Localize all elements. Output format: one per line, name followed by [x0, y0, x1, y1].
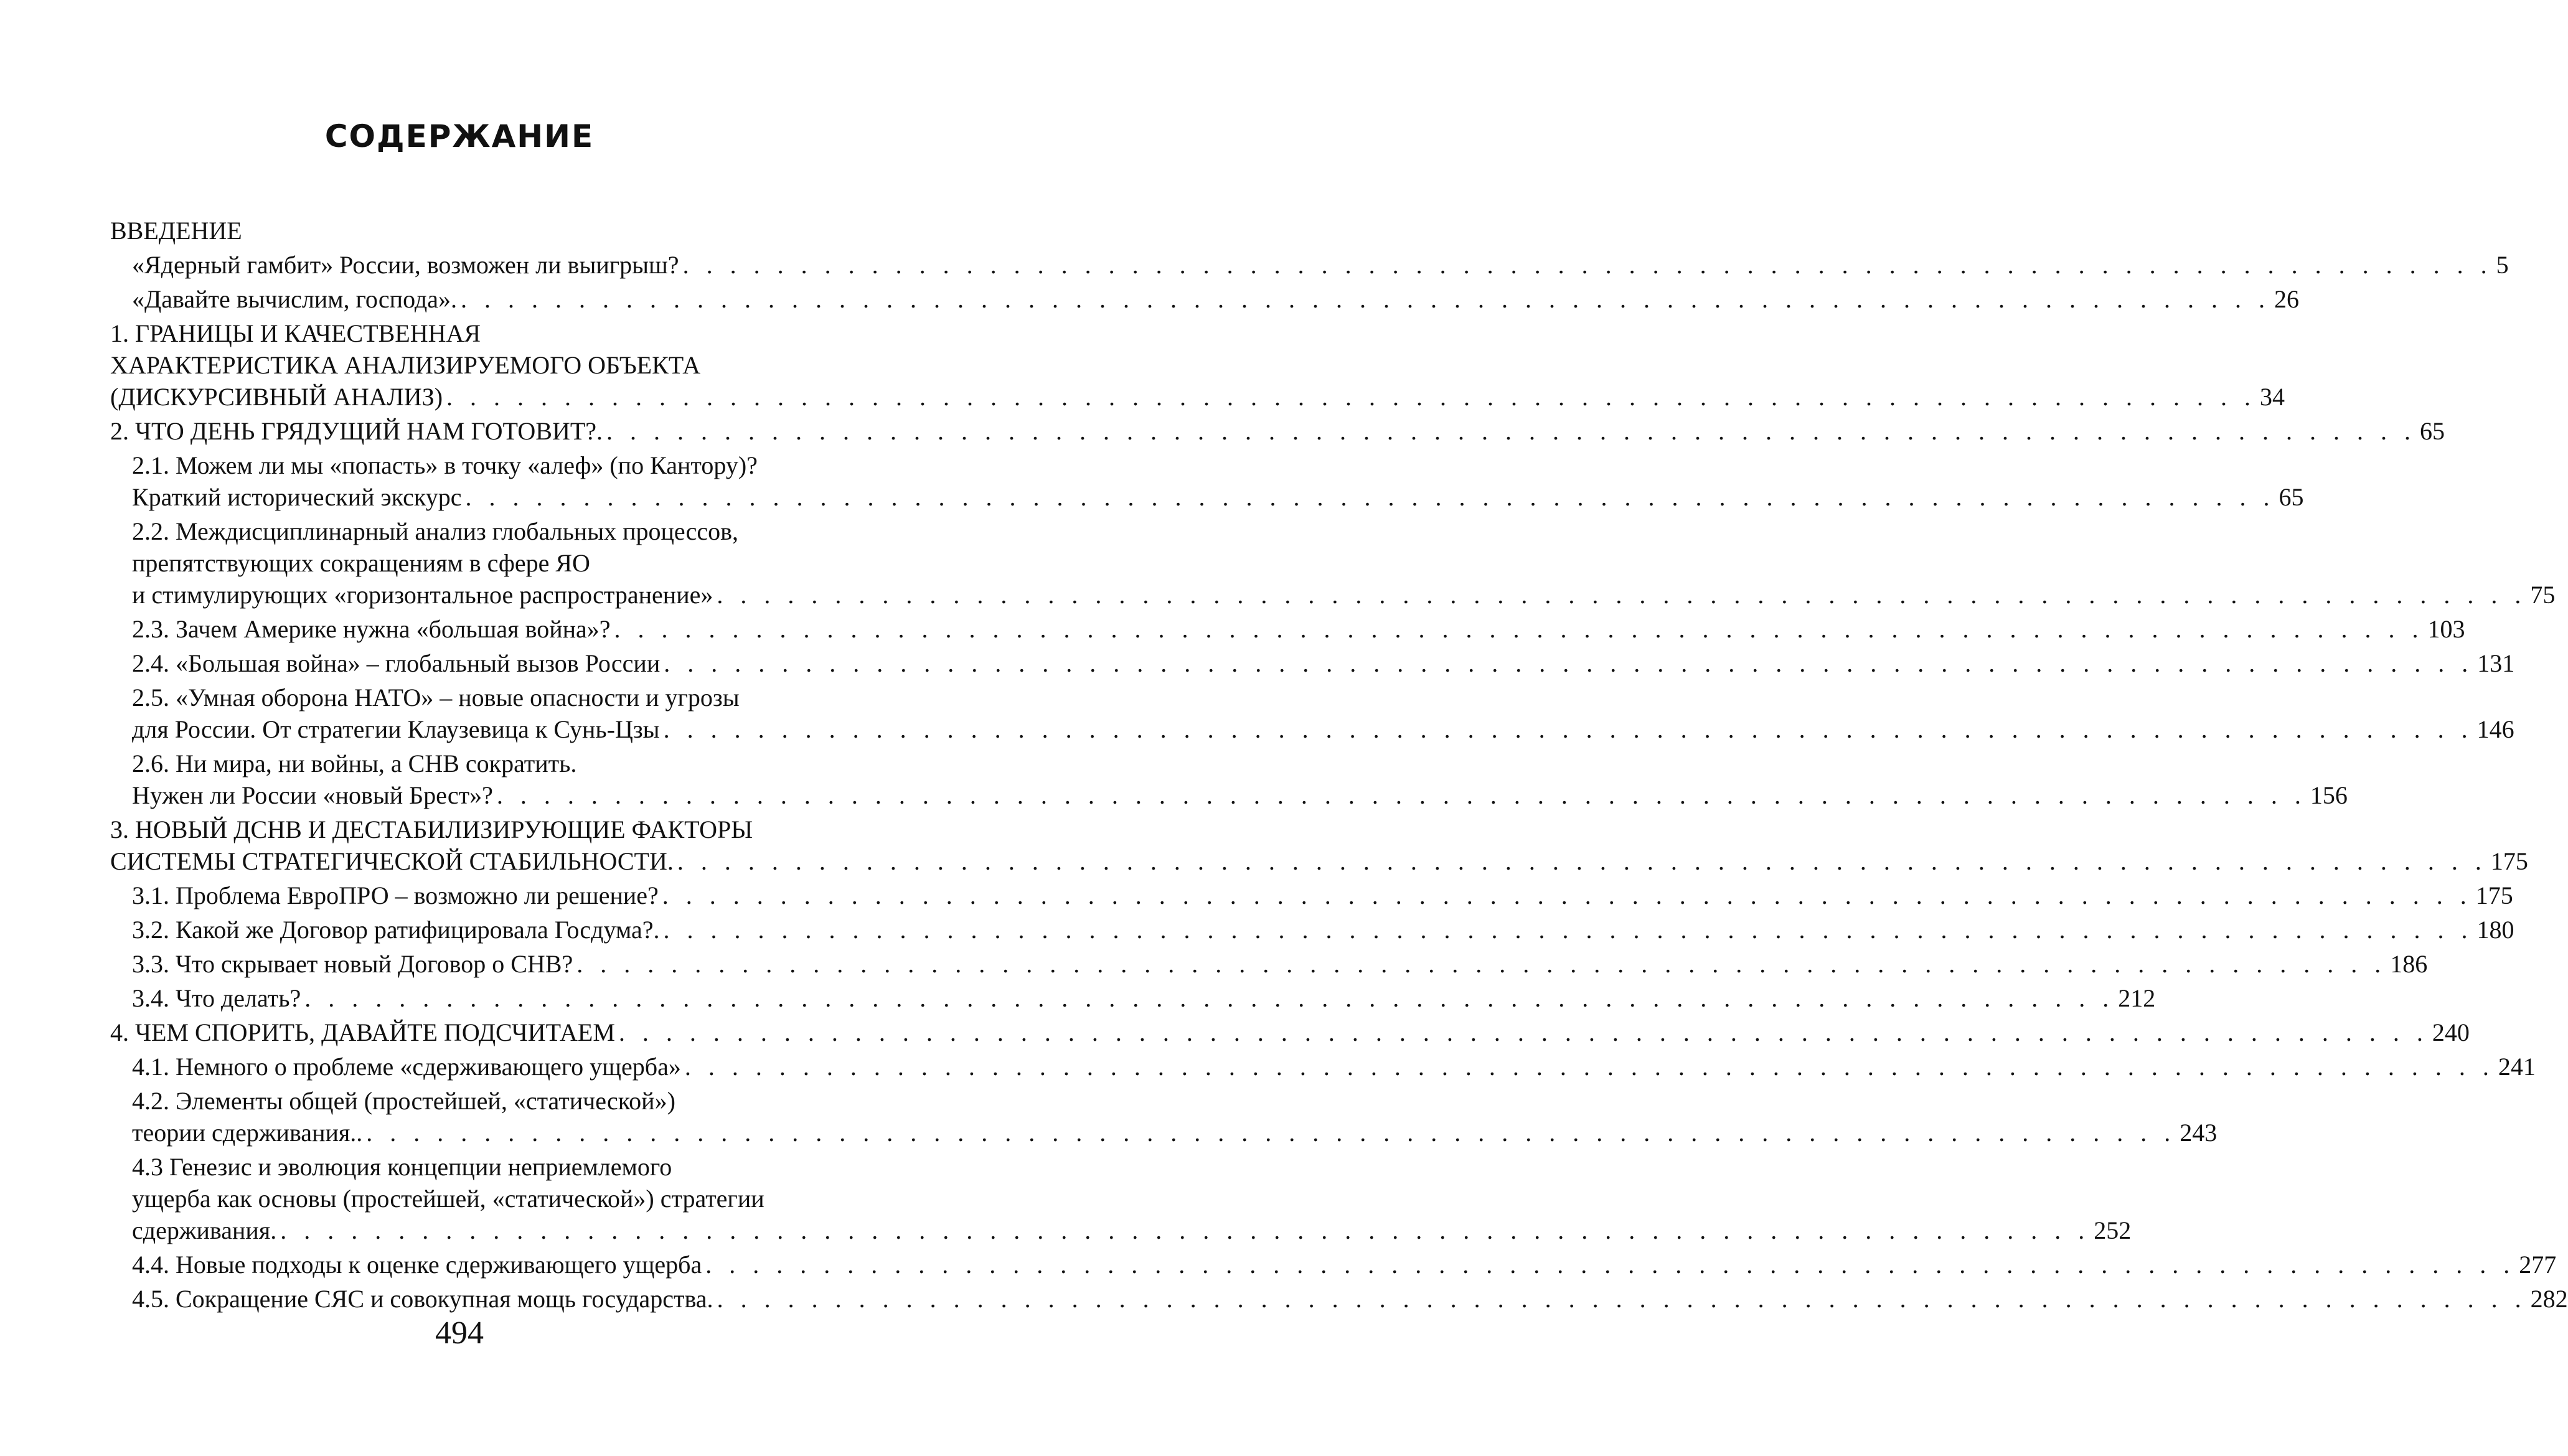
toc-page-number: 146: [2476, 715, 2514, 743]
toc-page-number: 175: [2490, 847, 2528, 875]
toc-line-text: «Давайте вычислим, господа».: [132, 285, 458, 313]
toc-page-number: 75: [2530, 581, 2556, 609]
toc-entry: [110, 1249, 2557, 1280]
toc-page-number: 26: [2274, 285, 2300, 313]
toc-line-text: 4.4. Новые подходы к оценке сдерживающего ущерба: [132, 1251, 702, 1279]
dot-leader: . . . . . . . . . . . . . . . . . . . . . . . . . . . . . . . . . . . . . . . . . . . . . . . . . . . . . . . . . . . . . . . . . . . . . . . . . . . . .: [304, 984, 2115, 1012]
toc-line-text: и стимулирующих «горизонтальное распространение»: [132, 581, 713, 609]
toc-line: [110, 1017, 2470, 1048]
toc-line: [110, 914, 2514, 946]
dot-leader: . . . . . . . . . . . . . . . . . . . . . . . . . . . . . . . . . . . . . . . . . . . . . . . . . . . . . . . . . . . . . . . . . . . . . . . . . . . . .: [465, 483, 2275, 511]
toc-entry: [110, 249, 2509, 281]
toc-entry: [110, 515, 2556, 611]
page-number: 494: [435, 1315, 484, 1351]
toc-line: [110, 1085, 812, 1117]
toc-page-number: 65: [2279, 483, 2304, 511]
toc-line-text: 4. ЧЕМ СПОРИТЬ, ДАВАЙТЕ ПОДСЧИТАЕМ: [110, 1018, 615, 1046]
toc-line-text: 1. ГРАНИЦЫ И КАЧЕСТВЕННАЯ: [110, 319, 481, 347]
toc-entry: [110, 449, 2304, 513]
toc-line-text: 2.4. «Большая война» – глобальный вызов России: [132, 649, 661, 677]
toc-line: [110, 613, 2465, 645]
toc-line-text: 3.4. Что делать?: [132, 984, 301, 1012]
toc-entry: [110, 613, 2465, 645]
toc-page-number: 131: [2477, 649, 2515, 677]
dot-leader: . . . . . . . . . . . . . . . . . . . . . . . . . . . . . . . . . . . . . . . . . . . . . . . . . . . . . . . . . . . . . . . . . . . . . . . . . . . . .: [677, 847, 2487, 875]
dot-leader: . . . . . . . . . . . . . . . . . . . . . . . . . . . . . . . . . . . . . . . . . . . . . . . . . . . . . . . . . . . . . . . . . . . . . . . . . . . . .: [717, 1285, 2527, 1313]
toc-line-text: Краткий исторический экскурс: [132, 483, 462, 511]
toc-line: [110, 283, 2300, 315]
dot-leader: . . . . . . . . . . . . . . . . . . . . . . . . . . . . . . . . . . . . . . . . . . . . . . . . . . . . . . . . . . . . . . . . . . . . . . . . . . . . .: [664, 649, 2474, 677]
toc-page-number: 243: [2180, 1119, 2218, 1147]
toc-line-text: 4.1. Немного о проблеме «сдерживающего ущерба»: [132, 1053, 681, 1081]
toc-line-text: СИСТЕМЫ СТРАТЕГИЧЕСКОЙ СТАБИЛЬНОСТИ.: [110, 847, 674, 875]
toc-line-text: сдерживания.: [132, 1216, 277, 1244]
toc-line-text: 2.2. Междисциплинарный анализ глобальных процессов,: [132, 517, 739, 545]
toc-line-text: 3. НОВЫЙ ДСНВ И ДЕСТАБИЛИЗИРУЮЩИЕ ФАКТОРЫ: [110, 815, 753, 843]
toc-entry: [110, 1283, 2568, 1315]
toc-line: [110, 845, 2528, 877]
toc-page-number: 252: [2094, 1216, 2132, 1244]
toc-line: [110, 713, 2514, 745]
dot-leader: . . . . . . . . . . . . . . . . . . . . . . . . . . . . . . . . . . . . . . . . . . . . . . . . . . . . . . . . . . . . . . . . . . . . . . . . . . . . .: [496, 781, 2307, 809]
toc-line-text: ущерба как основы (простейшей, «статической») стратегии: [132, 1185, 764, 1213]
dot-leader: . . . . . . . . . . . . . . . . . . . . . . . . . . . . . . . . . . . . . . . . . . . . . . . . . . . . . . . . . . . . . . . . . . . . . . . . . . . . .: [606, 417, 2417, 445]
toc-line-text: 2.5. «Умная оборона НАТО» – новые опасности и угрозы: [132, 683, 740, 712]
dot-leader: . . . . . . . . . . . . . . . . . . . . . . . . . . . . . . . . . . . . . . . . . . . . . . . . . . . . . . . . . . . . . . . . . . . . . . . . . . . . .: [663, 715, 2473, 743]
dot-leader: . . . . . . . . . . . . . . . . . . . . . . . . . . . . . . . . . . . . . . . . . . . . . . . . . . . . . . . . . . . . . . . . . . . . . . . . . . . . .: [662, 881, 2472, 909]
toc-line: [110, 1151, 812, 1183]
toc-line-text: 4.2. Элементы общей (простейшей, «статической»): [132, 1087, 675, 1115]
toc-line-text: 4.3 Генезис и эволюция концепции неприемлемого: [132, 1153, 672, 1181]
toc-line: [110, 682, 812, 713]
toc-line: [110, 579, 2556, 611]
toc-page-number: 103: [2427, 615, 2465, 643]
dot-leader: . . . . . . . . . . . . . . . . . . . . . . . . . . . . . . . . . . . . . . . . . . . . . . . . . . . . . . . . . . . . . . . . . . . . . . . . . . . . .: [705, 1251, 2516, 1279]
toc-entry: [110, 283, 2300, 315]
toc-entry: [110, 415, 2445, 447]
table-of-contents: [110, 215, 2568, 1317]
toc-entry: [110, 215, 812, 247]
dot-leader: . . . . . . . . . . . . . . . . . . . . . . . . . . . . . . . . . . . . . . . . . . . . . . . . . . . . . . . . . . . . . . . . . . . . . . . . . . . . .: [684, 1053, 2495, 1081]
toc-line: [110, 1117, 2218, 1148]
toc-page-number: 175: [2475, 881, 2513, 909]
toc-line: [110, 1249, 2557, 1280]
toc-line: [110, 1283, 2568, 1315]
toc-line-text: ВВЕДЕНИЕ: [110, 217, 242, 245]
toc-page-number: 180: [2476, 916, 2514, 944]
toc-entry: [110, 1085, 2218, 1148]
toc-entry: [110, 914, 2514, 946]
toc-entry: [110, 748, 2348, 811]
toc-line: [110, 948, 2428, 980]
toc-page-number: 241: [2498, 1053, 2536, 1081]
toc-line-text: 2.1. Можем ли мы «попасть» в точку «алеф» (по Кантору)?: [132, 451, 758, 479]
dot-leader: . . . . . . . . . . . . . . . . . . . . . . . . . . . . . . . . . . . . . . . . . . . . . . . . . . . . . . . . . . . . . . . . . . . . . . . . . . . . .: [618, 1018, 2429, 1046]
toc-line-text: (ДИСКУРСИВНЫЙ АНАЛИЗ): [110, 383, 443, 411]
toc-line-text: теории сдерживания..: [132, 1119, 363, 1147]
toc-page-number: 282: [2530, 1285, 2568, 1313]
toc-line: [110, 547, 812, 579]
toc-line: [110, 215, 812, 247]
toc-line: [110, 349, 812, 381]
dot-leader: . . . . . . . . . . . . . . . . . . . . . . . . . . . . . . . . . . . . . . . . . . . . . . . . . . . . . . . . . . . . . . . . . . . . . . . . . . . . .: [461, 285, 2271, 313]
toc-entry: [110, 682, 2514, 745]
toc-line: [110, 880, 2513, 911]
dot-leader: . . . . . . . . . . . . . . . . . . . . . . . . . . . . . . . . . . . . . . . . . . . . . . . . . . . . . . . . . . . . . . . . . . . . . . . . . . . . .: [366, 1119, 2176, 1147]
toc-entry: [110, 317, 2285, 413]
toc-line: [110, 814, 812, 845]
toc-line: [110, 982, 2156, 1014]
toc-line-text: 4.5. Сокращение СЯС и совокупная мощь государства.: [132, 1285, 713, 1313]
toc-line: [110, 1214, 2132, 1246]
toc-line: [110, 481, 2304, 513]
dot-leader: . . . . . . . . . . . . . . . . . . . . . . . . . . . . . . . . . . . . . . . . . . . . . . . . . . . . . . . . . . . . . . . . . . . . . . . . . . . . .: [280, 1216, 2091, 1244]
toc-line: [110, 415, 2445, 447]
toc-line-text: Нужен ли России «новый Брест»?: [132, 781, 493, 809]
toc-line-text: 2.3. Зачем Америке нужна «большая война»?: [132, 615, 611, 643]
toc-page-number: 240: [2432, 1018, 2470, 1046]
toc-line-text: 3.2. Какой же Договор ратифицировала Госдума?.: [132, 916, 660, 944]
toc-page-number: 186: [2390, 950, 2428, 978]
toc-line-text: препятствующих сокращениям в сфере ЯО: [132, 549, 590, 577]
toc-entry: [110, 948, 2428, 980]
toc-entry: [110, 982, 2156, 1014]
toc-line: [110, 647, 2515, 679]
dot-leader: . . . . . . . . . . . . . . . . . . . . . . . . . . . . . . . . . . . . . . . . . . . . . . . . . . . . . . . . . . . . . . . . . . . . . . . . . . . . .: [576, 950, 2387, 978]
toc-line-text: 3.1. Проблема ЕвроПРО – возможно ли решение?: [132, 881, 659, 909]
toc-line-text: «Ядерный гамбит» России, возможен ли выигрыш?: [132, 251, 679, 279]
toc-page-number: 5: [2496, 251, 2509, 279]
toc-line: [110, 317, 812, 349]
toc-page-number: 65: [2420, 417, 2445, 445]
toc-line-text: 2.6. Ни мира, ни войны, а СНВ сократить.: [132, 749, 577, 777]
toc-page-number: 212: [2118, 984, 2156, 1012]
toc-entry: [110, 1017, 2470, 1048]
dot-leader: . . . . . . . . . . . . . . . . . . . . . . . . . . . . . . . . . . . . . . . . . . . . . . . . . . . . . . . . . . . . . . . . . . . . . . . . . . . . .: [663, 916, 2473, 944]
toc-line-text: 3.3. Что скрывает новый Договор о СНВ?: [132, 950, 573, 978]
toc-entry: [110, 647, 2515, 679]
toc-line-text: для России. От стратегии Клаузевица к Сунь-Цзы: [132, 715, 660, 743]
toc-page-number: 156: [2310, 781, 2348, 809]
dot-leader: . . . . . . . . . . . . . . . . . . . . . . . . . . . . . . . . . . . . . . . . . . . . . . . . . . . . . . . . . . . . . . . . . . . . . . . . . . . . .: [717, 581, 2527, 609]
toc-line: [110, 748, 812, 779]
toc-entry: [110, 1051, 2536, 1083]
toc-page-number: 34: [2260, 383, 2285, 411]
toc-line-text: ХАРАКТЕРИСТИКА АНАЛИЗИРУЕМОГО ОБЪЕКТА: [110, 351, 701, 379]
toc-line: [110, 449, 812, 481]
dot-leader: . . . . . . . . . . . . . . . . . . . . . . . . . . . . . . . . . . . . . . . . . . . . . . . . . . . . . . . . . . . . . . . . . . . . . . . . . . . . .: [614, 615, 2424, 643]
toc-line: [110, 779, 2348, 811]
dot-leader: . . . . . . . . . . . . . . . . . . . . . . . . . . . . . . . . . . . . . . . . . . . . . . . . . . . . . . . . . . . . . . . . . . . . . . . . . . . . .: [682, 251, 2493, 279]
toc-line: [110, 515, 812, 547]
toc-page-number: 277: [2519, 1251, 2557, 1279]
page-title: СОДЕРЖАНИЕ: [324, 118, 595, 154]
toc-entry: [110, 1151, 2132, 1246]
toc-entry: [110, 814, 2528, 877]
toc-line: [110, 381, 2285, 413]
dot-leader: . . . . . . . . . . . . . . . . . . . . . . . . . . . . . . . . . . . . . . . . . . . . . . . . . . . . . . . . . . . . . . . . . . . . . . . . . . . . .: [446, 383, 2257, 411]
toc-line: [110, 1183, 812, 1214]
toc-line: [110, 1051, 2536, 1083]
toc-line-text: 2. ЧТО ДЕНЬ ГРЯДУЩИЙ НАМ ГОТОВИТ?.: [110, 417, 603, 445]
toc-line: [110, 249, 2509, 281]
toc-entry: [110, 880, 2513, 911]
